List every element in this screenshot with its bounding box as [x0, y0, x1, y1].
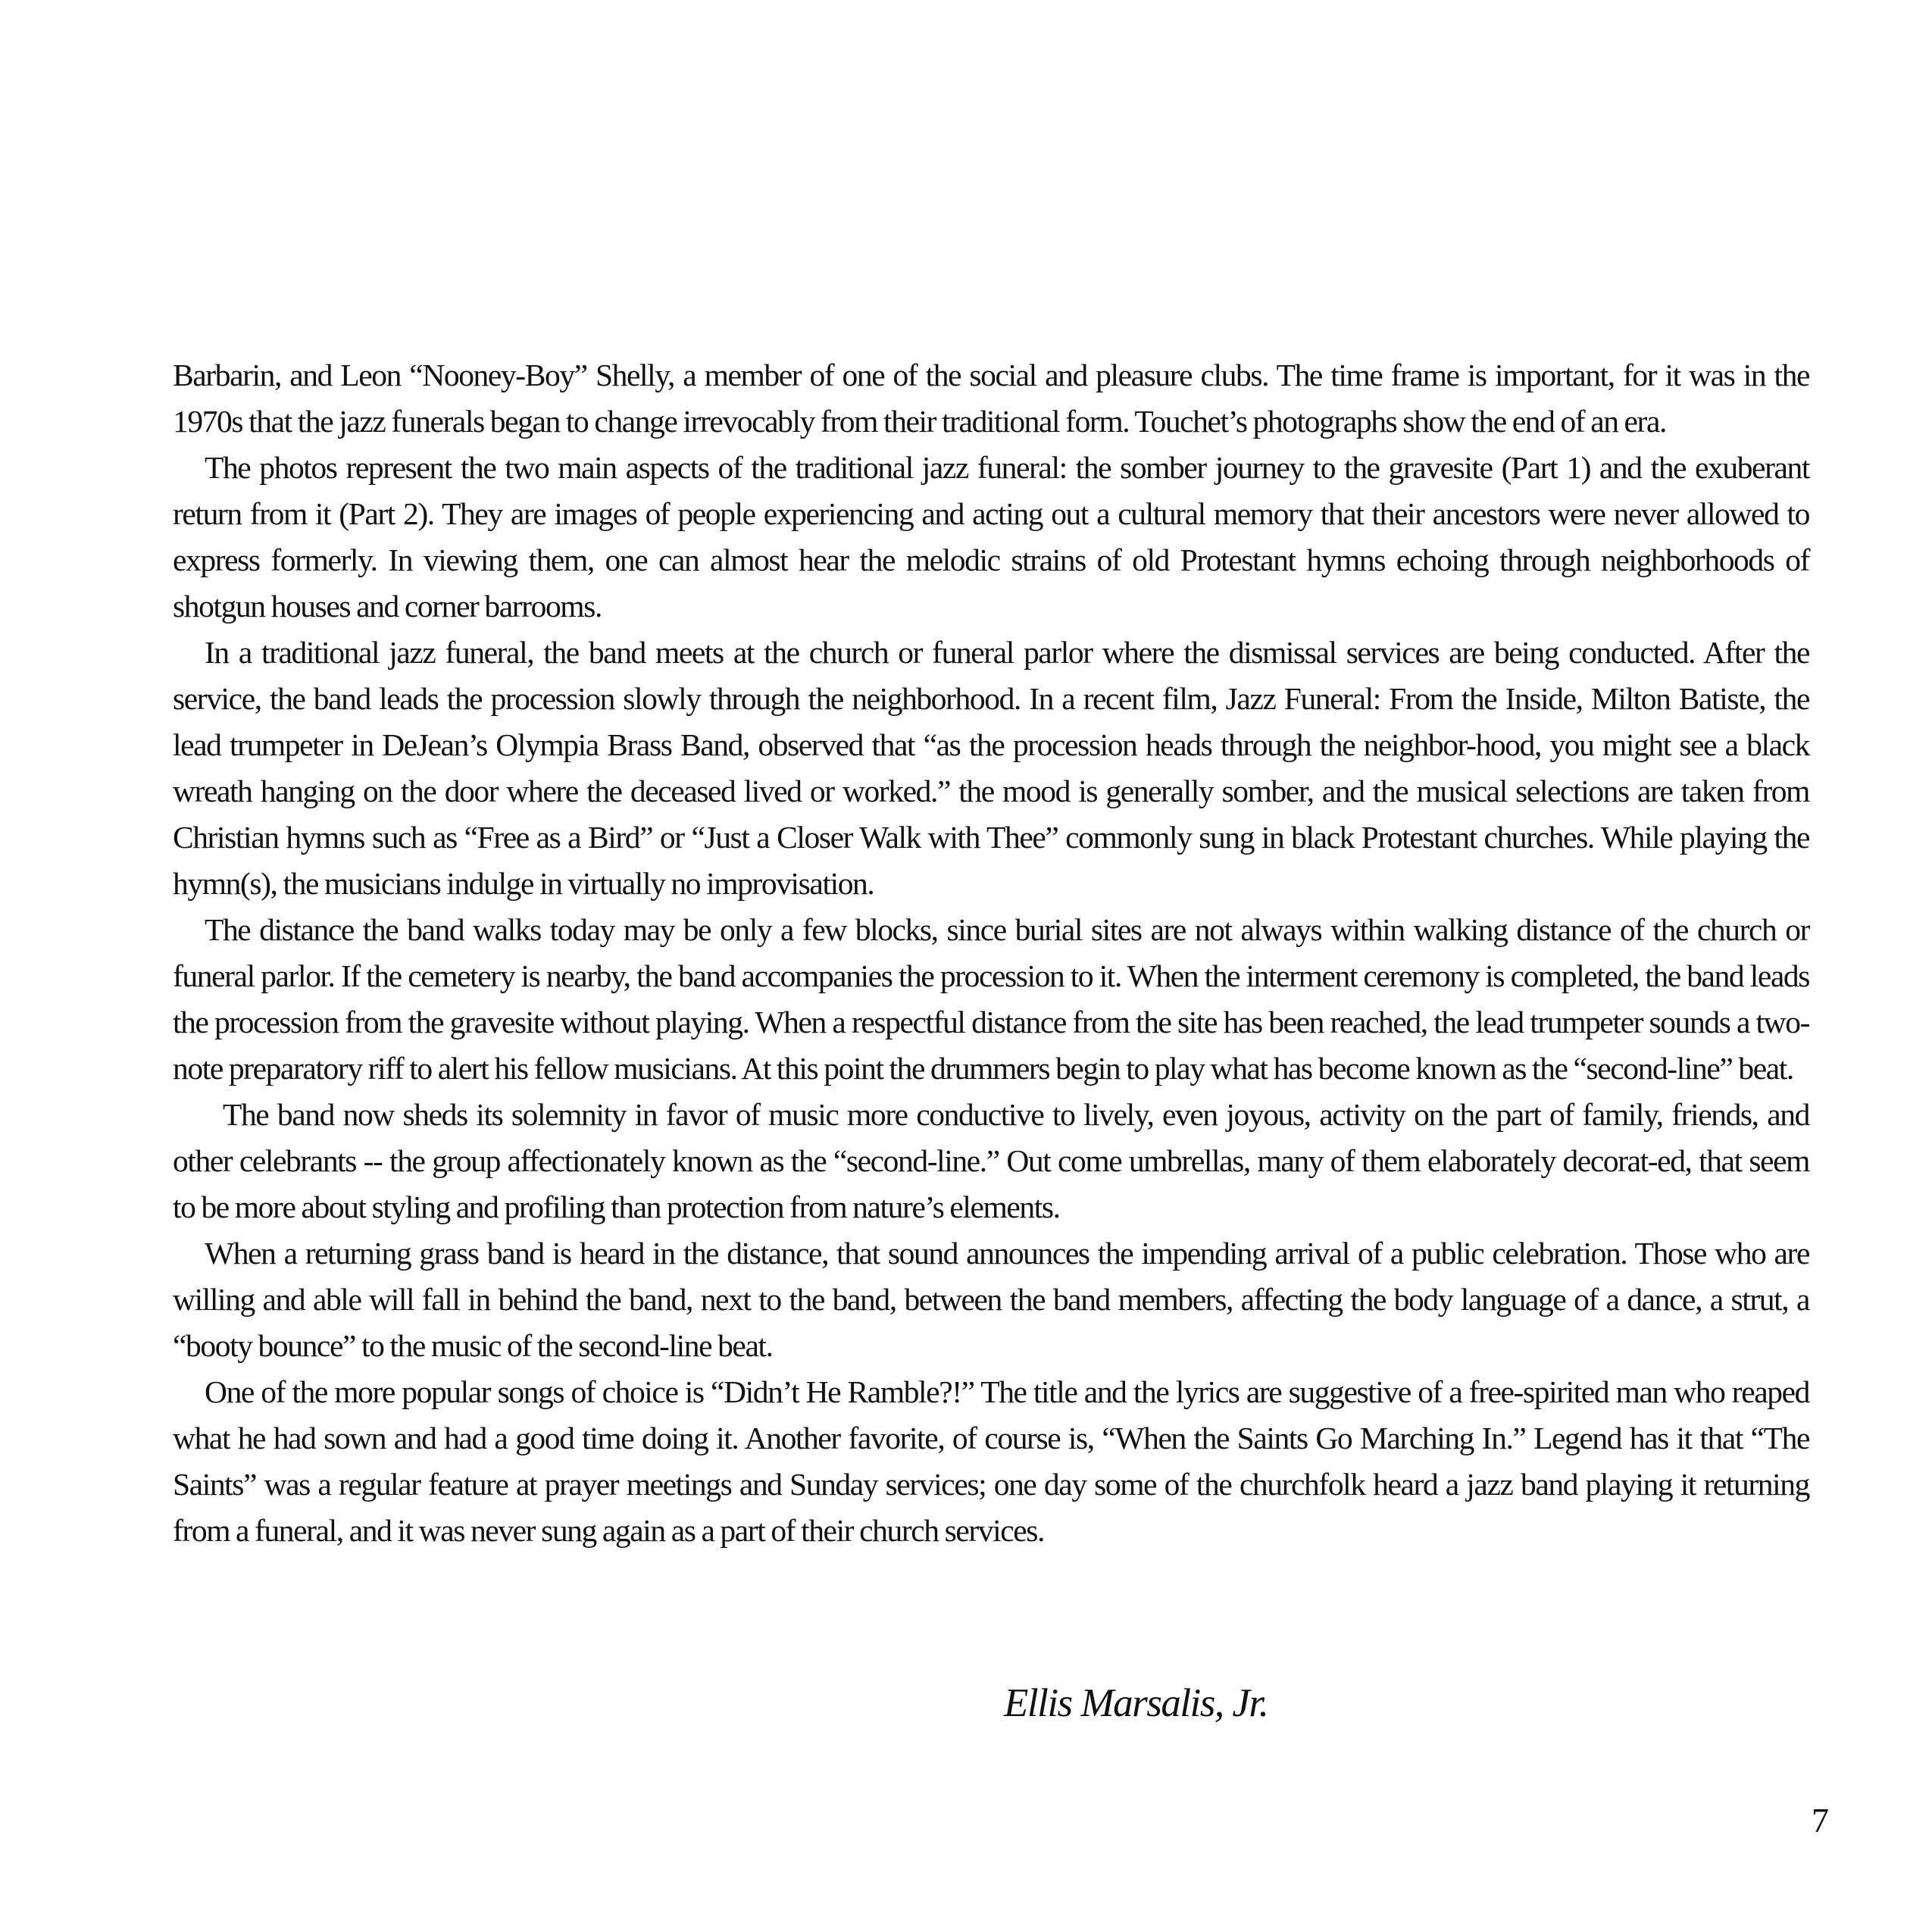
paragraph-3: In a traditional jazz funeral, the band meets at the church or funeral parlor where the dismissal services are being conducted. After the service, the band leads the procession slowly through the neighborhood. In a recent film, Jazz Funeral: From the Inside, Milton Batiste, the lead trumpeter in DeJean’s Olympia Brass Band, observed that “as the procession heads through the neighbor-hood, you might see a black wreath hanging on the door where the deceased lived or worked.” the mood is generally somber, and the musical selections are taken from Christian hymns such as “Free as a Bird” or “Just a Closer Walk with Thee” commonly sung in black Protestant churches. While playing the hymn(s), the musicians indulge in virtually no improvisation. — [173, 635, 1809, 901]
page-number: 7 — [1812, 1801, 1829, 1840]
paragraph-1: Barbarin, and Leon “Nooney-Boy” Shelly, a member of one of the social and pleasure clubs. The time frame is important, for it was in the 1970s that the jazz funerals began to change irrevocably from their traditional form. Touchet’s photographs show the end of an era. — [173, 358, 1809, 439]
paragraph-7: One of the more popular songs of choice is “Didn’t He Ramble?!” The title and the lyrics are suggestive of a free-spirited man who reaped what he had sown and had a good time doing it. Another favorite, of course is, “When the Saints Go Marching In.” Legend has it that “The Saints” was a regular feature at prayer meetings and Sunday services; one day some of the churchfolk heard a jazz band playing it returning from a funeral, and it was never sung again as a part of their church services. — [173, 1374, 1809, 1548]
essay-body — [173, 352, 1809, 1554]
paragraph-6: When a returning grass band is heard in the distance, that sound announces the impending arrival of a public celebration. Those who are willing and able will fall in behind the band, next to the band, between the band members, affecting the body language of a dance, a strut, a “booty bounce” to the music of the second-line beat. — [173, 1236, 1809, 1363]
paragraph-5: The band now sheds its solemnity in favor of music more conductive to lively, even joyous, activity on the part of family, friends, and other celebrants -- the group affectionately known as the “second-line.” Out come umbrellas, many of them elaborately decorat-ed, that seem to be more about styling and profiling than protection from nature’s elements. — [173, 1097, 1809, 1224]
author-signature: Ellis Marsalis, Jr. — [1004, 1681, 1268, 1725]
paragraph-4: The distance the band walks today may be only a few blocks, since burial sites are not always within walking distance of the church or funeral parlor. If the cemetery is nearby, the band accompanies the procession to it. When the interment ceremony is completed, the band leads the procession from the gravesite without playing. When a respectful distance from the site has been reached, the lead trumpeter sounds a two-note preparatory riff to alert his fellow musicians. At this point the drummers begin to play what has become known as the “second-line” beat. — [173, 912, 1809, 1086]
paragraph-2: The photos represent the two main aspects of the traditional jazz funeral: the somber journey to the gravesite (Part 1) and the exuberant return from it (Part 2). They are images of people experiencing and acting out a cultural memory that their ancestors were never allowed to express formerly. In viewing them, one can almost hear the melodic strains of old Protestant hymns echoing through neighborhoods of shotgun houses and corner barrooms. — [173, 450, 1809, 624]
